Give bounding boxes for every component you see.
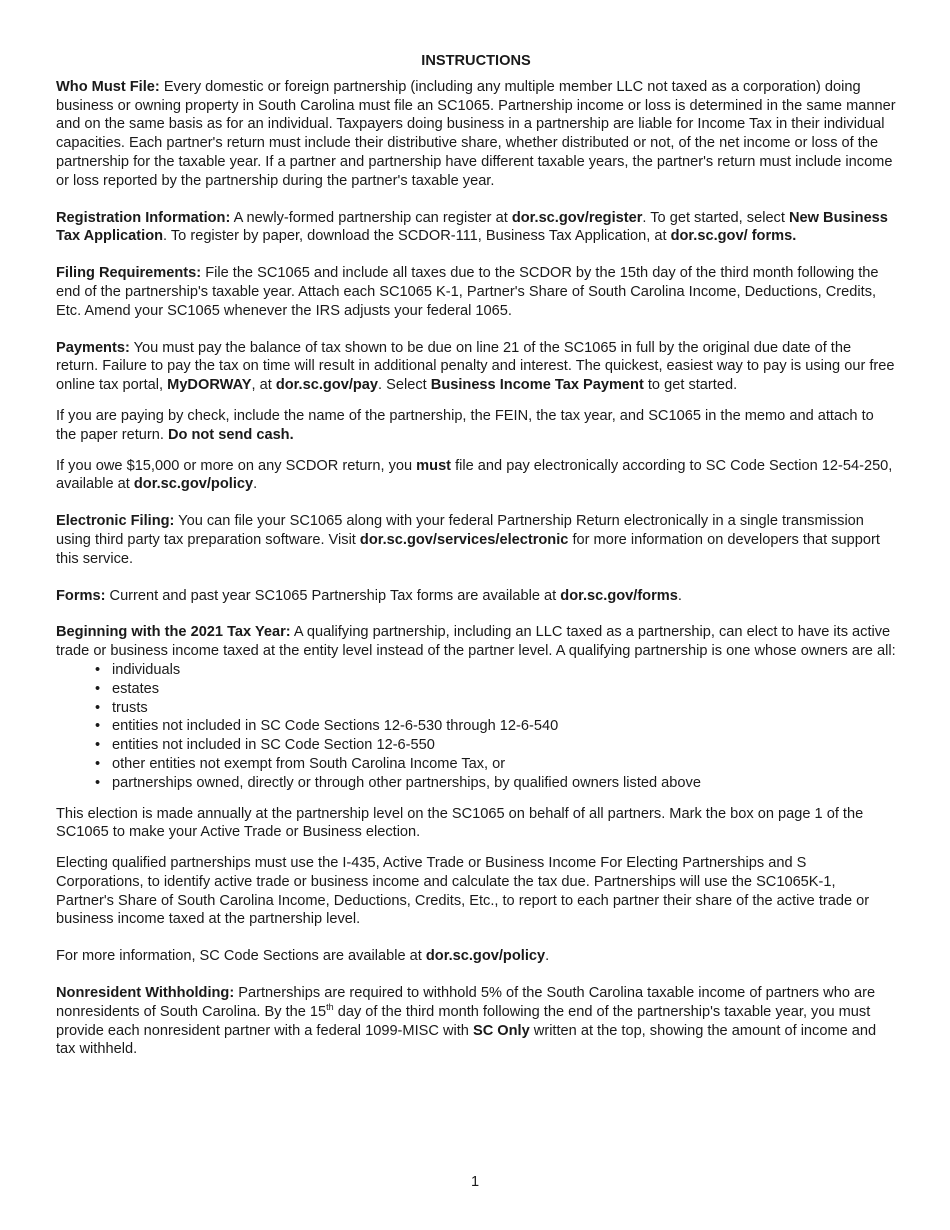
- instructions-page: [56, 52, 896, 1059]
- list-item: • entities not included in SC Code Section 12-6-550: [112, 736, 896, 755]
- payments-text-4: to get started.: [643, 377, 738, 394]
- nonresident-text-1: Partnerships are required to withhold 5% of the South Carolina taxable income of partners who are nonresidents of South Carolina. By the 15: [56, 985, 876, 1020]
- list-item: • estates: [112, 680, 896, 699]
- more-info-text-2: .: [545, 948, 550, 965]
- check-text: If you are paying by check, include the name of the partnership, the FEIN, the tax year, and SC1065 in the memo and attach to the paper return.: [56, 407, 874, 443]
- more-info-policy-link[interactable]: dor.sc.gov/policy: [425, 948, 546, 965]
- list-item: • entities not included in SC Code Sections 12-6-530 through 12-6-540: [112, 717, 896, 736]
- filing-requirements-paragraph: [56, 264, 896, 320]
- list-item: • trusts: [112, 699, 896, 718]
- list-item: • partnerships owned, directly or through other partnerships, by qualified owners listed above: [112, 774, 896, 793]
- filing-requirements-label: Filing Requirements:: [56, 265, 202, 282]
- do-not-send-cash: Do not send cash.: [167, 426, 294, 443]
- electronic-filing-text-1: You can file your SC1065 along with your federal Partnership Return electronically in a single transmission using third party tax preparation software. Visit: [56, 513, 864, 548]
- nonresident-text-2: day of the third month following the end of the partnership's taxable year, you must provide each nonresident partner with a federal 1099-MISC with: [56, 1003, 871, 1039]
- payments-paragraph: [56, 339, 896, 395]
- list-item: • other entities not exempt from South Carolina Income Tax, or: [112, 755, 896, 774]
- payments-text-3: . Select: [378, 377, 431, 394]
- nonresident-label: Nonresident Withholding:: [56, 985, 235, 1002]
- nonresident-paragraph: [56, 984, 896, 1059]
- electronic-filing-label: Electronic Filing:: [56, 513, 175, 530]
- electronic-filing-text-2: for more information on developers that support this service.: [56, 531, 880, 567]
- page-number: 1: [470, 1174, 480, 1190]
- owe-paragraph: [56, 457, 896, 495]
- dor-forms-link[interactable]: dor.sc.gov/forms: [560, 587, 678, 604]
- nonresident-text-3: written at the top, showing the amount of income and tax withheld.: [56, 1022, 877, 1058]
- business-income-tax-payment: Business Income Tax Payment: [430, 377, 644, 394]
- payments-text-2: , at: [251, 377, 276, 394]
- owe-text-2: file and pay electronically according to SC Code Section 12-54-250, available at: [56, 457, 893, 493]
- electing-paragraph: Electing qualified partnerships must use the I-435, Active Trade or Business Income For Electing Partnerships and S Corporations, to identify active trade or business income and calculate the tax due. Partnerships will use the SC1065K-1, Partner's Share of South Carolina Income, Deductions, Credits, Etc., to report to each partner their share of the active trade or business income taxed at the partnership level.: [56, 855, 870, 928]
- forms-paragraph: [56, 587, 896, 606]
- registration-link[interactable]: dor.sc.gov/register: [511, 209, 643, 226]
- beginning-2021-label: Beginning with the 2021 Tax Year:: [56, 624, 291, 641]
- forms-text-1: Current and past year SC1065 Partnership Tax forms are available at: [105, 587, 561, 604]
- policy-link[interactable]: dor.sc.gov/policy: [133, 476, 254, 493]
- must-emphasis: must: [416, 457, 452, 474]
- owe-text-3: .: [253, 476, 258, 493]
- filing-requirements-text: File the SC1065 and include all taxes due to the SCDOR by the 15th day of the third month following the end of the partnership's taxable year. Attach each SC1065 K-1, Partner's Share of South Carolina Income, Deductions, Credits, Etc. Amend your SC1065 whenever the IRS adjusts your federal 1065.: [56, 265, 879, 319]
- more-info-paragraph: [56, 947, 896, 966]
- beginning-2021-paragraph: [56, 623, 896, 661]
- forms-link[interactable]: dor.sc.gov/ forms.: [670, 228, 797, 245]
- who-must-file-paragraph: [56, 78, 896, 191]
- registration-text-3: . To register by paper, download the SCDOR-111, Business Tax Application, at: [163, 228, 671, 245]
- forms-text-2: .: [677, 587, 682, 604]
- list-item: • individuals: [112, 661, 896, 680]
- sc-only: SC Only: [472, 1022, 530, 1039]
- check-paragraph: [56, 407, 896, 445]
- beginning-2021-text: A qualifying partnership, including an LLC taxed as a partnership, can elect to have its active trade or business income taxed at the entity level instead of the partner level. A qualifying partnership is one whose owners are all:: [56, 624, 896, 660]
- registration-text-2: . To get started, select: [642, 209, 789, 226]
- who-must-file-label: Who Must File:: [56, 78, 160, 95]
- ordinal-suffix: th: [326, 1002, 334, 1013]
- registration-text-1: A newly-formed partnership can register at: [230, 209, 512, 226]
- forms-label: Forms:: [56, 587, 106, 604]
- owe-text-1: If you owe $15,000 or more on any SCDOR return, you: [56, 457, 417, 474]
- payments-label: Payments:: [56, 339, 130, 356]
- new-business-tax-application: New Business Tax Application: [56, 209, 888, 245]
- payments-text-1: You must pay the balance of tax shown to be due on line 21 of the SC1065 in full by the original due date of the return. Failure to pay the tax on time will result in additional penalty and interest. The quickest, easiest way to pay is using our free online tax portal,: [56, 339, 895, 394]
- electronic-filing-paragraph: [56, 512, 896, 568]
- qualified-owners-list: [56, 661, 896, 793]
- page-heading: INSTRUCTIONS: [421, 53, 531, 69]
- pay-link[interactable]: dor.sc.gov/pay: [275, 377, 379, 394]
- mydorway-name: MyDORWAY: [167, 377, 252, 394]
- electronic-services-link[interactable]: dor.sc.gov/services/electronic: [359, 531, 569, 548]
- election-paragraph: This election is made annually at the partnership level on the SC1065 on behalf of all partners. Mark the box on page 1 of the SC1065 to make your Active Trade or Business election.: [56, 805, 864, 841]
- more-info-text-1: For more information, SC Code Sections are available at: [56, 948, 426, 965]
- registration-paragraph: [56, 209, 896, 247]
- registration-label: Registration Information:: [56, 209, 231, 226]
- who-must-file-text: Every domestic or foreign partnership (including any multiple member LLC not taxed as a corporation) doing business or owning property in South Carolina must file an SC1065. Partnership income or loss is determined in the same manner and on the same basis as for an individual. Taxpayers doing business in a partnership are liable for Income Tax in their individual capacities. Each partner's return must include their distributive share, whether distributed or not, of the net income or loss of the partnership for the taxable year. If a partner and partnership have different taxable years, the partner's return must include income or loss reported by the partnership during the partner's taxable year.: [56, 78, 896, 189]
